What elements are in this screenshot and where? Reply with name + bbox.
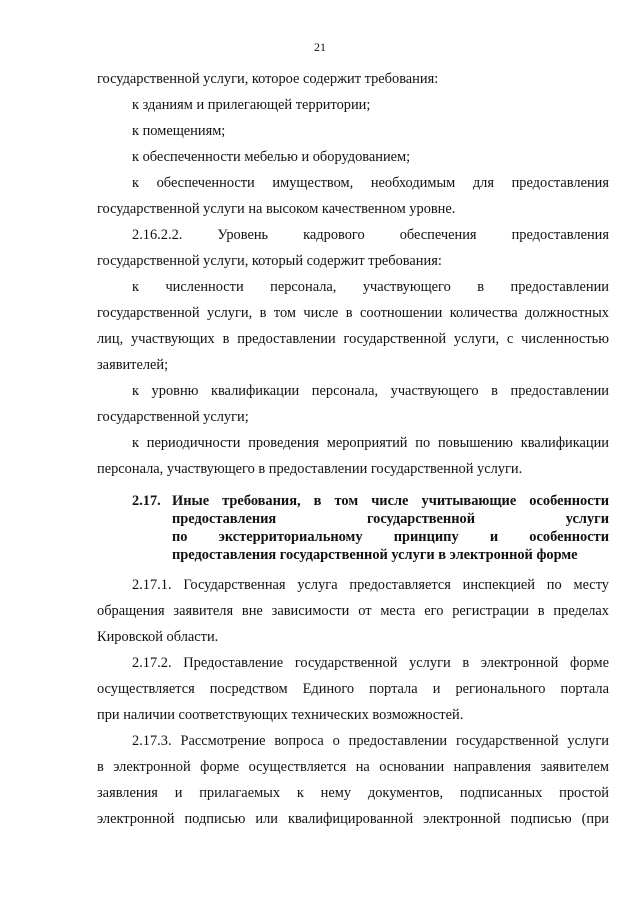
text-line: государственной услуги, в том числе в соотношении количества должностных (97, 305, 609, 321)
page-number: 21 (314, 40, 326, 54)
text-line: государственной услуги, которое содержит требования: (97, 71, 439, 87)
text-line: электронной подписью или квалифицированной электронной подписью (при (97, 811, 609, 827)
text-line: государственной услуги на высоком качественном уровне. (97, 201, 456, 217)
text-line: к помещениям; (132, 123, 226, 139)
text-line: обращения заявителя вне зависимости от места его регистрации в пределах (97, 603, 609, 619)
text-line: в электронной форме осуществляется на основании направления заявителем (97, 759, 609, 775)
text-line: государственной услуги; (97, 409, 249, 425)
text-line: к численности персонала, участвующего в предоставлении (132, 279, 609, 295)
section-heading-line: предоставления государственной услуги (172, 511, 609, 527)
section-heading-line: по экстерриториальному принципу и особенности (172, 529, 609, 545)
text-line: 2.16.2.2. Уровень кадрового обеспечения предоставления (132, 227, 609, 243)
text-line: 2.17.1. Государственная услуга предоставляется инспекцией по месту (132, 577, 609, 593)
text-line: 2.17.3. Рассмотрение вопроса о предоставлении государственной услуги (132, 733, 609, 749)
section-number: 2.17. (132, 493, 161, 509)
text-line: к периодичности проведения мероприятий по повышению квалификации (132, 435, 609, 451)
text-line: при наличии соответствующих технических возможностей. (97, 707, 464, 723)
section-heading-line: Иные требования, в том числе учитывающие особенности (172, 493, 609, 509)
text-line: к обеспеченности имуществом, необходимым для предоставления (132, 175, 609, 191)
text-line: к зданиям и прилегающей территории; (132, 97, 371, 113)
text-line: государственной услуги, который содержит требования: (97, 253, 442, 269)
text-line: лиц, участвующих в предоставлении государственной услуги, с численностью (97, 331, 609, 347)
text-line: к уровню квалификации персонала, участвующего в предоставлении (132, 383, 609, 399)
text-line: 2.17.2. Предоставление государственной услуги в электронной форме (132, 655, 609, 671)
text-line: персонала, участвующего в предоставлении государственной услуги. (97, 461, 523, 477)
text-line: Кировской области. (97, 629, 219, 645)
text-line: заявления и прилагаемых к нему документов, подписанных простой (97, 785, 609, 801)
section-heading-line: предоставления государственной услуги в электронной форме (172, 547, 578, 563)
text-line: к обеспеченности мебелью и оборудованием; (132, 149, 411, 165)
text-line: заявителей; (97, 357, 169, 373)
text-line: осуществляется посредством Единого портала и регионального портала (97, 681, 609, 697)
